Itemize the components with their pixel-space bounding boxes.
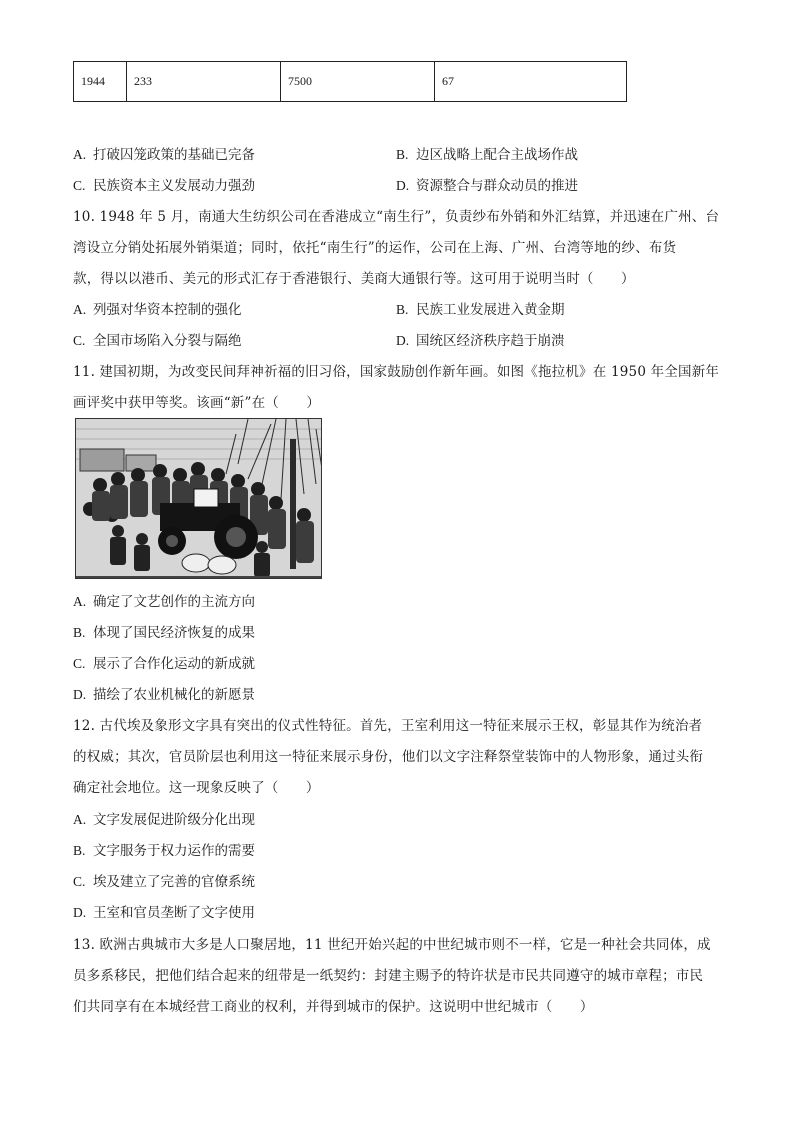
q12-stem-line-1: 12. 古代埃及象形文字具有突出的仪式性特征。首先，王室利用这一特征来展示王权，彰显其作为统治者 bbox=[73, 718, 703, 734]
q11-stem-line-2: 画评奖中获甲等奖。该画“新”在（ ） bbox=[73, 395, 321, 411]
q9-option-a[interactable] bbox=[73, 143, 255, 163]
q13-stem-line-2: 员多系移民，把他们结合起来的纽带是一纸契约：封建主赐予的特许状是市民共同遵守的城市章程；市民 bbox=[73, 968, 704, 984]
q11-option-b[interactable] bbox=[73, 621, 255, 641]
q13-stem-line-1: 13. 欧洲古典城市大多是人口聚居地，11 世纪开始兴起的中世纪城市则不一样，它是一种社会共同体，成 bbox=[73, 937, 711, 953]
option-key: C. bbox=[73, 656, 86, 671]
q12-stem-line-2: 的权威；其次，官员阶层也利用这一特征来展示身份，他们以文字注释祭堂装饰中的人物形象，通过头衔 bbox=[73, 749, 704, 765]
q12-stem-line-3: 确定社会地位。这一现象反映了（ ） bbox=[73, 780, 320, 796]
option-text: 国统区经济秩序趋于崩溃 bbox=[416, 333, 565, 349]
q12-option-c[interactable] bbox=[73, 870, 255, 890]
table-cell-year: 1944 bbox=[81, 74, 105, 88]
q11-option-a[interactable] bbox=[73, 590, 255, 610]
option-text: 文字发展促进阶级分化出现 bbox=[93, 812, 255, 828]
option-key: B. bbox=[73, 843, 86, 858]
option-text: 埃及建立了完善的官僚系统 bbox=[93, 874, 255, 890]
option-key: B. bbox=[396, 302, 409, 317]
option-key: C. bbox=[73, 874, 86, 889]
option-text: 王室和官员垄断了文字使用 bbox=[93, 905, 255, 921]
option-text: 民族资本主义发展动力强劲 bbox=[93, 178, 255, 194]
q13-stem-line-3: 们共同享有在本城经营工商业的权利，并得到城市的保护。这说明中世纪城市（ ） bbox=[73, 999, 594, 1015]
q11-stem-line-1: 11. 建国初期，为改变民间拜神祈福的旧习俗，国家鼓励创作新年画。如图《拖拉机》在 1950 年全国新年 bbox=[73, 364, 720, 380]
option-text: 全国市场陷入分裂与隔绝 bbox=[93, 333, 242, 349]
q10-option-d[interactable] bbox=[396, 329, 565, 349]
option-key: D. bbox=[396, 333, 410, 348]
q10-option-c[interactable] bbox=[73, 329, 242, 349]
tractor-new-year-painting-image bbox=[75, 418, 322, 579]
q9-option-c[interactable] bbox=[73, 174, 255, 194]
option-text: 资源整合与群众动员的推进 bbox=[416, 178, 578, 194]
tractor-painting-illustration bbox=[76, 419, 322, 579]
option-key: A. bbox=[73, 302, 87, 317]
q12-option-a[interactable] bbox=[73, 808, 255, 828]
q11-option-c[interactable] bbox=[73, 652, 255, 672]
option-key: A. bbox=[73, 147, 87, 162]
option-text: 打破囚笼政策的基础已完备 bbox=[93, 147, 255, 163]
q9-option-d[interactable] bbox=[396, 174, 578, 194]
option-key: C. bbox=[73, 333, 86, 348]
data-table-row bbox=[73, 61, 627, 102]
option-key: B. bbox=[396, 147, 409, 162]
option-text: 边区战略上配合主战场作战 bbox=[416, 147, 578, 163]
q10-stem-line-2: 湾设立分销处拓展外销渠道；同时，依托“南生行”的运作，公司在上海、广州、台湾等地的纱、布货 bbox=[73, 240, 677, 256]
option-text: 展示了合作化运动的新成就 bbox=[93, 656, 255, 672]
q12-option-d[interactable] bbox=[73, 901, 255, 921]
option-key: B. bbox=[73, 625, 86, 640]
table-cell: 67 bbox=[434, 62, 626, 101]
option-key: A. bbox=[73, 812, 87, 827]
table-cell: 7500 bbox=[280, 62, 434, 101]
q10-stem-line-3: 款，得以以港币、美元的形式汇存于香港银行、美商大通银行等。这可用于说明当时（ ） bbox=[73, 271, 635, 287]
option-key: C. bbox=[73, 178, 86, 193]
q11-option-d[interactable] bbox=[73, 683, 255, 703]
option-key: A. bbox=[73, 594, 87, 609]
option-text: 民族工业发展进入黄金期 bbox=[416, 302, 565, 318]
option-key: D. bbox=[396, 178, 410, 193]
option-key: D. bbox=[73, 905, 87, 920]
option-text: 文字服务于权力运作的需要 bbox=[93, 843, 255, 859]
option-text: 体现了国民经济恢复的成果 bbox=[93, 625, 255, 641]
table-cell: 233 bbox=[126, 62, 280, 101]
q10-option-a[interactable] bbox=[73, 298, 242, 318]
q10-option-b[interactable] bbox=[396, 298, 565, 318]
q9-option-b[interactable] bbox=[396, 143, 578, 163]
q10-stem-line-1: 10. 1948 年 5 月，南通大生纺织公司在香港成立“南生行”，负责纱布外销和外汇结算，并迅速在广州、台 bbox=[73, 209, 720, 225]
option-key: D. bbox=[73, 687, 87, 702]
option-text: 描绘了农业机械化的新愿景 bbox=[93, 687, 255, 703]
q12-option-b[interactable] bbox=[73, 839, 255, 859]
option-text: 列强对华资本控制的强化 bbox=[93, 302, 242, 318]
option-text: 确定了文艺创作的主流方向 bbox=[93, 594, 255, 610]
